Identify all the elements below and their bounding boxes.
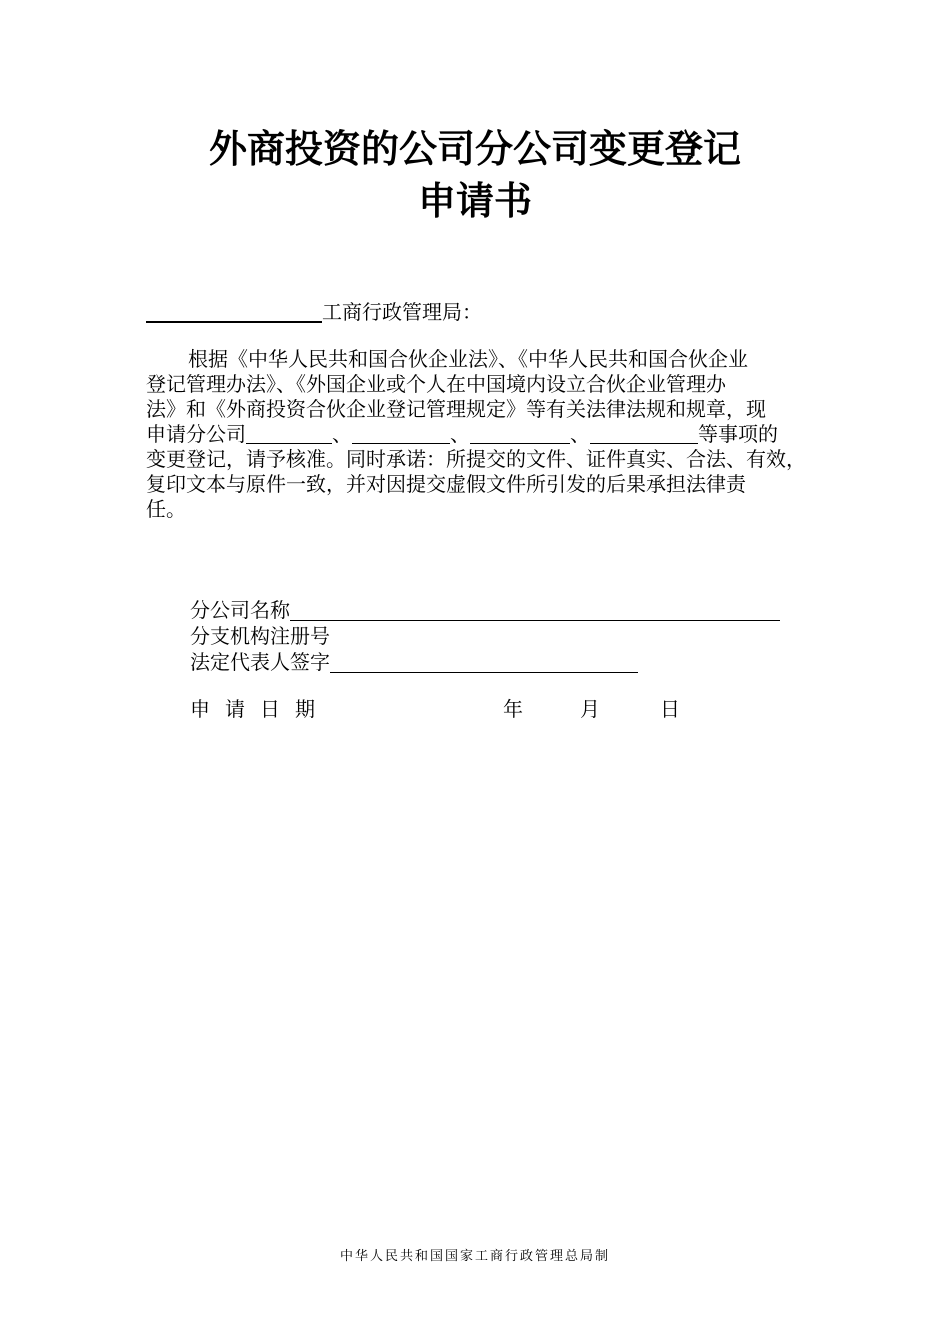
signature-blank[interactable] [330,652,638,673]
separator: 、 [332,422,352,446]
document-title-line-1: 外商投资的公司分公司变更登记 [208,127,741,171]
signature-label: 法定代表人签字 [190,650,330,674]
body-line-7: 任。 [146,497,186,521]
application-date-row [0,695,950,723]
body-line-6: 复印文本与原件一致，并对因提交虚假文件所引发的后果承担法律责 [146,472,746,496]
declaration-body [146,347,814,522]
registration-number-field [190,623,330,649]
branch-name-field [190,597,780,623]
date-day-label: 日 [660,697,680,721]
application-date-label: 申请日期 [190,697,330,721]
change-item-blank-4[interactable] [590,425,698,444]
body-line-4-suffix: 等事项的 [698,422,778,446]
body-line-5: 变更登记，请予核准。同时承诺：所提交的文件、证件真实、合法、有效， [146,447,806,471]
addressee-suffix: 工商行政管理局： [322,300,482,324]
registration-number-label: 分支机构注册号 [190,624,330,648]
date-year-label: 年 [503,697,523,721]
change-item-blank-3[interactable] [470,425,570,444]
date-month-label: 月 [580,697,600,721]
legal-representative-signature-field [190,649,638,675]
separator: 、 [450,422,470,446]
branch-name-label: 分公司名称 [190,598,290,622]
body-line-4-prefix: 申请分公司 [146,422,246,446]
change-item-blank-2[interactable] [352,425,450,444]
issuer-footer: 中华人民共和国国家工商行政管理总局制 [339,1249,610,1264]
body-line-1: 根据《中华人民共和国合伙企业法》、《中华人民共和国合伙企业 [188,347,748,371]
body-line-3: 法》和《外商投资合伙企业登记管理规定》等有关法律法规和规章，现 [146,397,766,421]
document-title-line-2: 申请书 [417,179,532,223]
body-line-2: 登记管理办法》、《外国企业或个人在中国境内设立合伙企业管理办 [146,372,726,396]
addressee [146,298,482,326]
branch-name-blank[interactable] [290,600,780,621]
separator: 、 [570,422,590,446]
body-line-4 [146,422,814,447]
change-item-blank-1[interactable] [246,425,332,444]
authority-blank[interactable] [146,301,322,323]
